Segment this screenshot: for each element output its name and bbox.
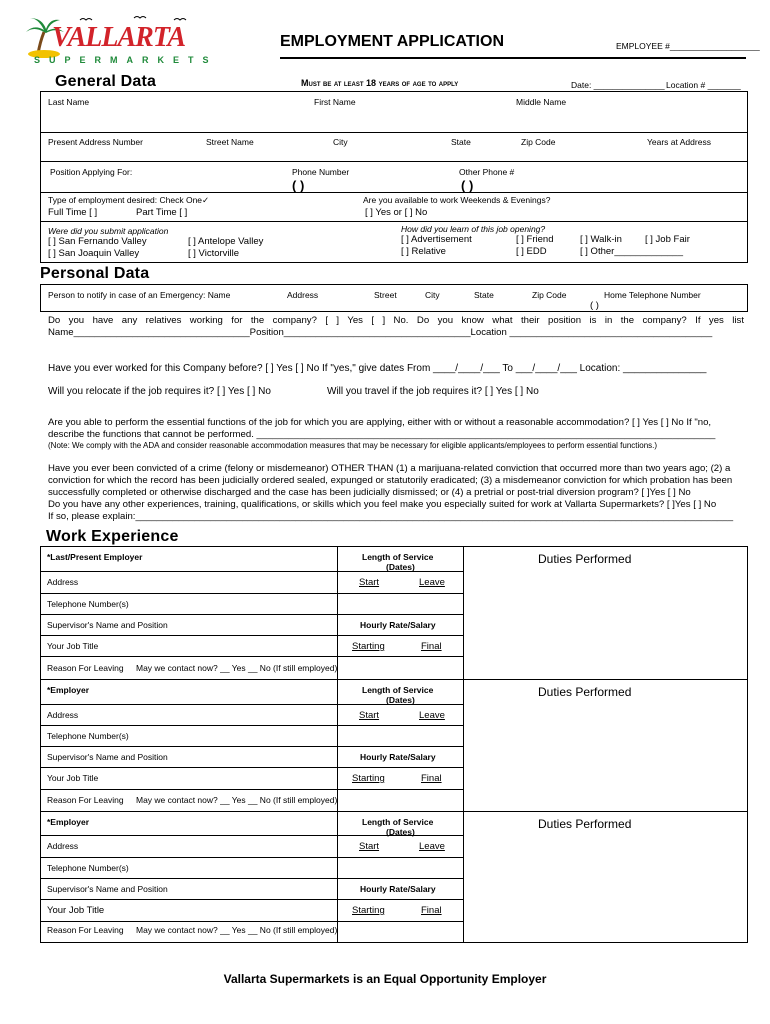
heading-personal-data: Personal Data: [40, 265, 150, 282]
street-name-label: Street Name: [206, 137, 254, 147]
phone-area-code: ( ): [292, 178, 305, 193]
supervisor-label: Supervisor's Name and Position: [47, 884, 168, 894]
present-address-label: Present Address Number: [48, 137, 143, 147]
duties-performed-label: Duties Performed: [538, 685, 632, 699]
employee-number: EMPLOYEE #___________________: [616, 41, 760, 51]
other-phone-label: Other Phone #: [459, 167, 515, 177]
company-logo: [24, 14, 218, 66]
friend-checkbox[interactable]: [ ] Friend: [516, 234, 554, 245]
victorville-checkbox[interactable]: [ ] Victorville: [188, 248, 240, 259]
last-name-label: Last Name: [48, 97, 90, 107]
conviction-question-2: conviction for which the record has been judicially ordered sealed, expunged or statutorily eradicated; (3) a misdemeanor conviction for which probation has been: [48, 475, 733, 486]
length-of-service-label: Length of Service: [362, 685, 434, 695]
job-title-label: Your Job Title: [47, 773, 99, 783]
job-title-label: Your Job Title: [47, 641, 99, 651]
date-field: Date: _______________: [571, 80, 665, 90]
address-label: Address: [47, 577, 79, 587]
antelope-checkbox[interactable]: [ ] Antelope Valley: [188, 236, 264, 247]
explain-field[interactable]: If so, please explain:________________________________________________________________________________________________________________: [48, 511, 734, 522]
edd-checkbox[interactable]: [ ] EDD: [516, 246, 547, 257]
length-of-service-label: Length of Service: [362, 817, 434, 827]
heading-work-experience: Work Experience: [46, 528, 179, 545]
logo-wordmark: VALLARTA: [52, 22, 186, 53]
weekends-options[interactable]: [ ] Yes or [ ] No: [365, 207, 428, 218]
relatives-question: Do you have any relatives working for the company? [ ] Yes [ ] No. Do you know what their position is in the company? If yes list: [48, 315, 744, 326]
dates-label: (Dates): [386, 695, 415, 705]
start-label: Start: [359, 841, 380, 852]
emergency-zip-label: Zip Code: [532, 290, 567, 300]
duties-performed-label: Duties Performed: [538, 552, 632, 566]
address-label: Address: [47, 710, 79, 720]
page-title: EMPLOYMENT APPLICATION: [280, 33, 504, 50]
leave-label: Leave: [419, 710, 445, 721]
heading-general-data: General Data: [55, 73, 157, 90]
location-field: Location # _______: [666, 80, 741, 90]
first-name-label: First Name: [314, 97, 356, 107]
contact-question[interactable]: May we contact now? __ Yes __ No (If still employed): [136, 925, 338, 935]
hourly-rate-label: Hourly Rate/Salary: [360, 884, 436, 894]
job-fair-checkbox[interactable]: [ ] Job Fair: [645, 234, 690, 245]
telephone-label: Telephone Number(s): [47, 863, 129, 873]
employer-label: *Employer: [47, 685, 90, 695]
essential-functions-describe[interactable]: describe the functions that cannot be performed. ______________________________________________________________________________________: [48, 429, 716, 440]
position-label: Position Applying For:: [50, 167, 133, 177]
telephone-label: Telephone Number(s): [47, 599, 129, 609]
contact-question[interactable]: May we contact now? __ Yes __ No (If still employed): [136, 663, 338, 673]
hourly-rate-label: Hourly Rate/Salary: [360, 752, 436, 762]
dates-label: (Dates): [386, 562, 415, 572]
start-label: Start: [359, 577, 380, 588]
middle-name-label: Middle Name: [516, 97, 567, 107]
emergency-state-label: State: [474, 290, 494, 300]
emergency-name-label: Person to notify in case of an Emergency: Name: [48, 290, 231, 300]
submit-where-label: Were did you submit application: [48, 226, 169, 236]
final-label: Final: [421, 905, 442, 916]
footer-statement: Vallarta Supermarkets is an Equal Opportunity Employer: [223, 972, 547, 986]
weekends-question: Are you available to work Weekends & Evenings?: [363, 195, 551, 205]
full-time-checkbox[interactable]: Full Time [ ]: [48, 207, 98, 218]
job-title-label: Your Job Title: [47, 905, 105, 916]
supervisor-label: Supervisor's Name and Position: [47, 620, 168, 630]
logo-subtitle: SUPERMARKETS: [34, 55, 218, 65]
reason-label: Reason For Leaving: [47, 925, 124, 935]
age-notice: Must be at least 18 years of age to apply: [301, 78, 459, 88]
learn-of-job-label: How did you learn of this job opening?: [401, 224, 546, 234]
starting-label: Starting: [352, 641, 385, 652]
starting-label: Starting: [352, 773, 385, 784]
length-of-service-label: Length of Service: [362, 552, 434, 562]
experiences-question[interactable]: Do you have any other experiences, training, qualifications, or skills which you feel make you especially suited for work at Vallarta Supermarkets? [ ]Yes [ ] No: [48, 499, 717, 510]
home-phone-label: Home Telephone Number: [604, 290, 701, 300]
home-phone-area-code: ( ): [590, 300, 599, 311]
other-phone-area-code: ( ): [461, 178, 474, 193]
address-label: Address: [47, 841, 79, 851]
state-label: State: [451, 137, 471, 147]
other-checkbox[interactable]: [ ] Other_____________: [580, 246, 684, 257]
employment-type-label: Type of employment desired: Check One✓: [48, 195, 210, 205]
telephone-label: Telephone Number(s): [47, 731, 129, 741]
phone-label: Phone Number: [292, 167, 350, 177]
city-label: City: [333, 137, 348, 147]
title-rule: [280, 57, 746, 59]
zip-label: Zip Code: [521, 137, 556, 147]
san-joaquin-checkbox[interactable]: [ ] San Joaquin Valley: [48, 248, 140, 259]
ada-note: (Note: We comply with the ADA and consider reasonable accommodation measures that may be necessary for eligible applicants/employees to perform essential functions.): [48, 441, 658, 450]
start-label: Start: [359, 710, 380, 721]
walkin-checkbox[interactable]: [ ] Walk-in: [580, 234, 622, 245]
conviction-question-1: Have you ever been convicted of a crime (felony or misdemeanor) OTHER THAN (1) a marijuana-related conviction that occurred more than two years ago; (2) a: [48, 463, 731, 474]
final-label: Final: [421, 641, 442, 652]
relative-checkbox[interactable]: [ ] Relative: [401, 246, 446, 257]
relocate-question[interactable]: Will you relocate if the job requires it? [ ] Yes [ ] No: [48, 386, 271, 397]
conviction-question-3[interactable]: successfully completed or otherwise discharged and the case has been judicially dismissed; or (4) a pretrial or post-trial diversion program? [ ]Yes [ ] No: [48, 487, 691, 498]
leave-label: Leave: [419, 577, 445, 588]
emergency-street-label: Street: [374, 290, 397, 300]
duties-performed-label: Duties Performed: [538, 817, 632, 831]
relatives-details[interactable]: Name_________________________________Position___________________________________Location ______________________________________: [48, 327, 713, 338]
reason-label: Reason For Leaving: [47, 663, 124, 673]
reason-label: Reason For Leaving: [47, 795, 124, 805]
contact-question[interactable]: May we contact now? __ Yes __ No (If still employed): [136, 795, 338, 805]
hourly-rate-label: Hourly Rate/Salary: [360, 620, 436, 630]
emergency-address-label: Address: [287, 290, 319, 300]
worked-before-question[interactable]: Have you ever worked for this Company before? [ ] Yes [ ] No If "yes," give dates From ____/____/___ To ___/____/___ Location: _______________: [48, 363, 707, 374]
years-at-address-label: Years at Address: [647, 137, 711, 147]
employer-label: *Employer: [47, 817, 90, 827]
supervisor-label: Supervisor's Name and Position: [47, 752, 168, 762]
starting-label: Starting: [352, 905, 385, 916]
employer-label: *Last/Present Employer: [47, 552, 143, 562]
travel-question[interactable]: Will you travel if the job requires it? [ ] Yes [ ] No: [327, 386, 539, 397]
final-label: Final: [421, 773, 442, 784]
advertisement-checkbox[interactable]: [ ] Advertisement: [401, 234, 472, 245]
part-time-checkbox[interactable]: Part Time [ ]: [136, 207, 188, 218]
dates-label: (Dates): [386, 827, 415, 837]
san-fernando-checkbox[interactable]: [ ] San Fernando Valley: [48, 236, 147, 247]
essential-functions-question[interactable]: Are you able to perform the essential functions of the job for which you are applying, either with or without a reasonable accommodation? [ ] Yes [ ] No If "no,: [48, 417, 712, 428]
leave-label: Leave: [419, 841, 445, 852]
emergency-city-label: City: [425, 290, 440, 300]
